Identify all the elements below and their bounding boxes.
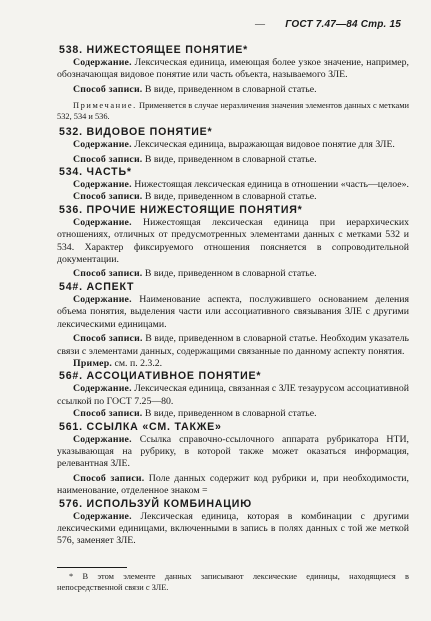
method-label: Способ записи. [73,408,143,420]
example-text: см. п. 2.3.2. [114,357,163,369]
method-label: Способ записи. [73,472,145,484]
content-label: Содержание. [73,510,132,522]
page-content [57,44,409,548]
method-paragraph [57,154,409,166]
content-text: Нижестоящая лексическая единица при иерархических отношениях, отличных от предусмотренных элементами данных с метками 532 и 534. Характер фиксируемого отношения поясняется в сопроводительной документации. [57,216,409,266]
content-label: Содержание. [73,57,132,68]
method-paragraph [57,84,409,96]
method-label: Способ записи. [73,268,143,280]
section-heading: 561. ССЫЛКА «СМ. ТАКЖЕ» [59,420,222,433]
method-paragraph [57,408,409,420]
method-text: Поле данных содержит код рубрики и, при необходимости, наименование, отделенное знаком = [57,472,409,497]
content-label: Содержание. [73,293,132,305]
content-text: Нижестоящая лексическая единица в отношении «часть—целое». [134,179,410,191]
header-dash: — [255,19,265,30]
content-text: Лексическая единица, которая в комбинации с другими лексическими единицами, включенными в запись в полях данных с той же меткой 576, заменяет ЗЛЕ. [57,510,410,547]
note-text: Применяется в случае неразличения значения элементов данных с метками 532, 534 и 536. [57,101,409,122]
content-label: Содержание. [73,139,132,151]
content-paragraph [57,511,409,548]
method-text: В виде, приведенном в словарной статье. [144,268,317,280]
section-heading: 56#. АССОЦИАТИВНОЕ ПОНЯТИЕ* [59,370,262,383]
method-paragraph [57,473,409,498]
content-paragraph [57,217,409,267]
method-text: В виде, приведенном в словарной статье. [144,153,317,165]
content-text: Лексическая единица, выражающая видовое понятие для ЗЛЕ. [134,139,395,151]
note-paragraph [57,100,409,122]
method-text: В виде, приведенном в словарной статье. [144,191,317,203]
section-heading: 534. ЧАСТЬ* [59,166,132,179]
content-label: Содержание. [73,383,132,395]
method-paragraph [57,333,409,358]
content-label: Содержание. [73,216,132,228]
section-heading: 54#. АСПЕКТ [59,280,135,293]
method-label: Способ записи. [73,191,143,203]
example-paragraph [57,358,409,370]
content-text: Лексическая единица, имеющая более узкое значение, например, обозначающая видовое понятие или часть объекта, называемого ЗЛЕ. [57,57,409,81]
method-label: Способ записи. [73,333,143,345]
method-label: Способ записи. [73,83,143,95]
footnote-divider [57,567,127,568]
method-paragraph [57,268,409,280]
section-heading: 576. ИСПОЛЬЗУЙ КОМБИНАЦИЮ [59,497,252,510]
method-text: В виде, приведенном в словарной статье. [144,408,317,420]
example-label: Пример. [73,357,113,369]
section-heading: 536. ПРОЧИЕ НИЖЕСТОЯЩИЕ ПОНЯТИЯ* [59,203,303,216]
content-text: Наименование аспекта, послужившего основанием деления объема понятия, выделения части или ассоциативного связывания ЗЛЕ с другими лексическими единицами. [57,293,409,330]
method-text: В виде, приведенном в словарной статье. [144,83,317,95]
content-paragraph [57,294,409,331]
method-label: Способ записи. [73,153,143,165]
page-header: ГОСТ 7.47—84 Стр. 15 [285,19,401,30]
note-label: Примечание. [73,101,137,111]
content-text: Лексическая единица, связанная с ЗЛЕ тезаурусом ассоциативной ссылкой по ГОСТ 7.25—80. [57,383,409,407]
content-label: Содержание. [73,433,132,445]
content-paragraph [57,179,409,191]
content-paragraph [57,434,409,471]
method-text: В виде, приведенном в словарной статье. Необходим указатель связи с элементами данных, содержащими связанные по данному аспекту понятия. [57,333,409,357]
section-heading: 538. НИЖЕСТОЯЩЕЕ ПОНЯТИЕ* [59,44,249,56]
method-paragraph [57,191,409,203]
content-paragraph [57,57,409,82]
content-label: Содержание. [73,179,132,191]
section-heading: 532. ВИДОВОЕ ПОНЯТИЕ* [59,126,213,139]
footnote: * В этом элементе данных записывают лексические единицы, находящиеся в непосредственной связи с ЗЛЕ. [57,572,409,592]
content-paragraph [57,383,409,408]
content-paragraph [57,139,409,151]
content-text: Ссылка справочно-ссылочного аппарата рубрикатора НТИ, указывающая на рубрику, в которой также может оказаться информация, релевантная ЗЛЕ. [57,433,409,470]
